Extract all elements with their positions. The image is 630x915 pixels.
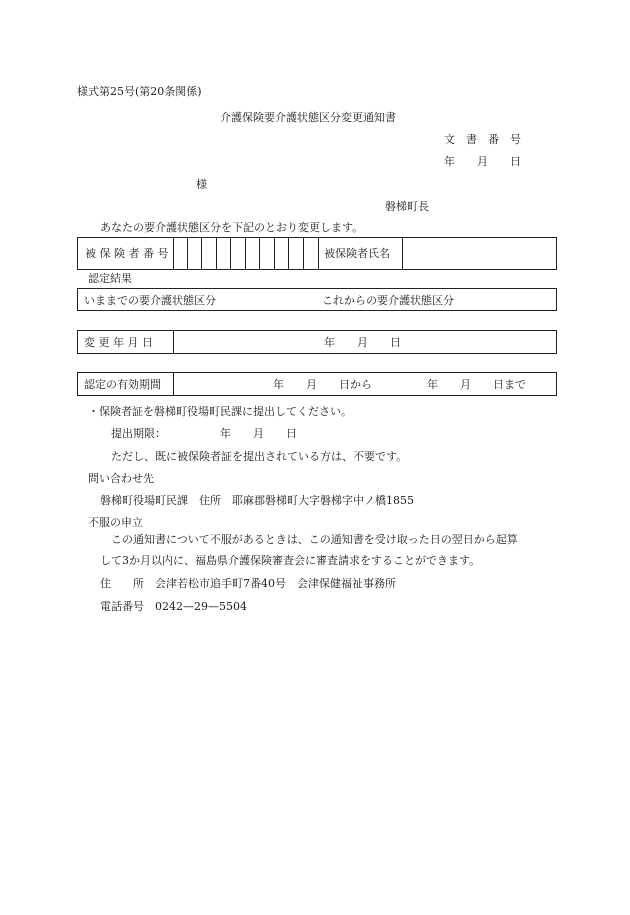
issuer-name: 磐梯町長 — [385, 200, 429, 213]
deadline-date: 年 月 日 — [220, 427, 297, 440]
care-level-row — [77, 288, 557, 311]
insured-info-row — [77, 237, 557, 270]
document-title: 介護保険要介護状態区分変更通知書 — [220, 111, 396, 124]
form-number: 様式第25号(第20条関係) — [77, 85, 202, 98]
appeal-office-phone: 電話番号 0242—29—5504 — [100, 600, 247, 613]
insured-number-label: 被 保 険 者 番 号 — [85, 247, 169, 260]
appeal-text-line-1: この通知書について不服があるときは、この通知書を受け取った日の翌日から起算 — [111, 533, 518, 546]
change-date-value: 年 月 日 — [324, 336, 401, 349]
validity-period-row — [77, 372, 557, 396]
insured-number-digit-boxes — [173, 238, 318, 269]
digit-box — [202, 238, 217, 269]
contact-detail: 磐梯町役場町民課 住所 耶麻郡磐梯町大字磐梯字中ノ橋1855 — [100, 494, 414, 507]
deadline-label: 提出期限： — [111, 427, 166, 440]
previous-care-level-label: いままでの要介護状態区分 — [84, 294, 216, 307]
issue-date-label: 年 月 日 — [444, 155, 521, 168]
digit-box — [188, 238, 203, 269]
digit-box — [260, 238, 275, 269]
change-date-row — [77, 330, 557, 354]
change-date-label: 変 更 年 月 日 — [84, 336, 153, 349]
appeal-heading: 不服の申立 — [88, 516, 143, 529]
submit-notice: ・保険者証を磐梯町役場町民課に提出してください。 — [88, 405, 352, 418]
digit-box — [217, 238, 232, 269]
appeal-text-line-2: して3か月以内に、福島県介護保険審査会に審査請求をすることができます。 — [100, 554, 481, 567]
addressee-suffix: 様 — [196, 178, 207, 191]
appeal-office-address: 住 所 会津若松市追手町7番40号 会津保健福祉事務所 — [100, 577, 396, 590]
insured-name-label: 被保険者氏名 — [324, 247, 390, 260]
digit-box — [275, 238, 290, 269]
contact-heading: 問い合わせ先 — [88, 472, 154, 485]
new-care-level-label: これからの要介護状態区分 — [322, 294, 454, 307]
document-number-label: 文 書 番 号 — [444, 133, 521, 146]
validity-start-date: 年 月 日から — [273, 378, 372, 391]
digit-box — [289, 238, 304, 269]
digit-box — [231, 238, 246, 269]
digit-box — [246, 238, 261, 269]
result-heading: 認定結果 — [88, 272, 132, 285]
intro-text: あなたの要介護状態区分を下記のとおり変更します。 — [100, 221, 364, 234]
validity-end-date: 年 月 日まで — [427, 378, 526, 391]
validity-period-label: 認定の有効期間 — [84, 378, 161, 391]
digit-box — [173, 238, 188, 269]
digit-box — [304, 238, 319, 269]
exception-notice: ただし、既に被保険者証を提出されている方は、不要です。 — [111, 450, 408, 463]
